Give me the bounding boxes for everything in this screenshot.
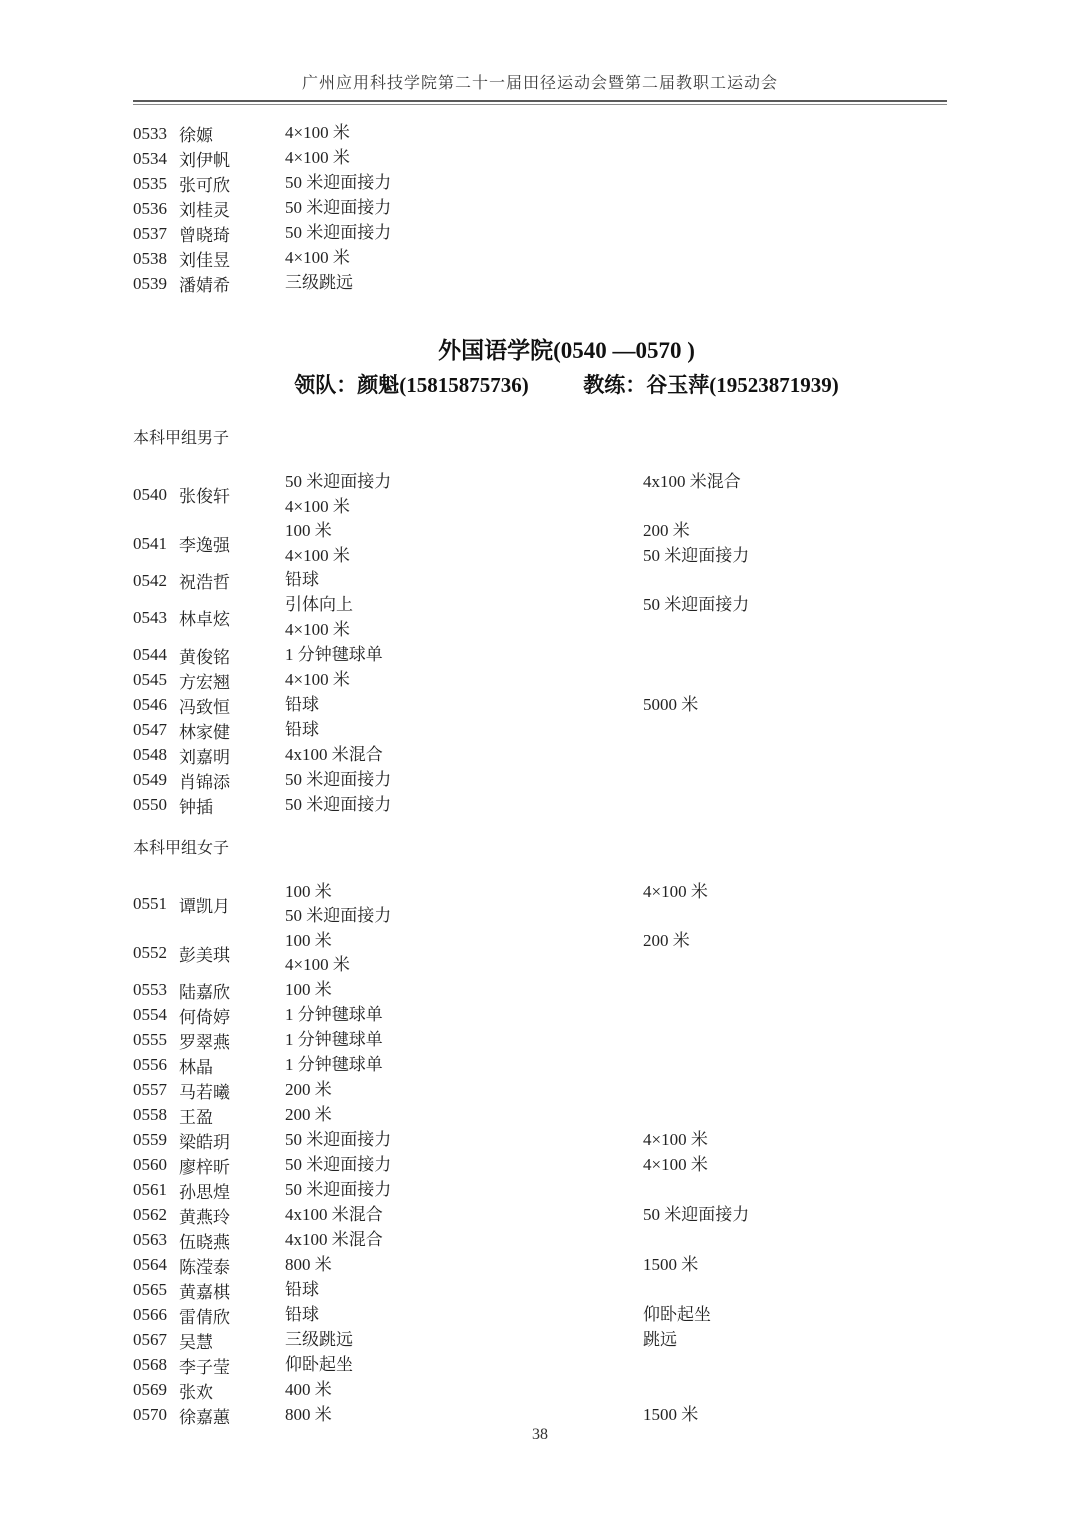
entry-events-primary <box>285 1253 643 1278</box>
entry-events-secondary <box>643 1353 1000 1378</box>
entry-number: 0535 <box>133 173 167 193</box>
entry-events-secondary <box>643 171 1000 196</box>
event-label: 铅球 <box>285 570 319 590</box>
entry-events-secondary <box>643 1253 1000 1278</box>
entry-name: 雷倩欣 <box>179 1307 230 1327</box>
entry-row <box>133 246 1000 271</box>
entry-events-primary <box>285 929 643 978</box>
entry-events-secondary <box>643 1328 1000 1353</box>
entry-events-primary <box>285 1328 643 1353</box>
event-label: 4×100 米 <box>285 496 350 516</box>
entry-events-primary <box>285 768 643 793</box>
entry-row <box>133 1203 1000 1228</box>
entry-events-primary <box>285 1203 643 1228</box>
entry-events-secondary <box>643 643 1000 668</box>
entry-name: 谭凯月 <box>179 896 230 916</box>
entry-events-primary <box>285 171 643 196</box>
entry-events-secondary <box>643 978 1000 1003</box>
previous-section-entries <box>133 121 1000 296</box>
entry-events-primary <box>285 221 643 246</box>
entry-events-secondary <box>643 1128 1000 1153</box>
entry-events-secondary <box>643 246 1000 271</box>
entry-events-secondary <box>643 1053 1000 1078</box>
entry-events-secondary <box>643 793 1000 818</box>
entry-name: 张俊轩 <box>179 487 230 507</box>
entry-number: 0563 <box>133 1230 167 1250</box>
group-heading-women: 本科甲组女子 <box>133 839 230 857</box>
entry-events-primary <box>285 121 643 146</box>
entry-row <box>133 1303 1000 1328</box>
entry-row <box>133 793 1000 818</box>
event-label: 4x100 米混合 <box>643 472 741 491</box>
event-label: 100 米 <box>285 979 332 999</box>
entry-row <box>133 718 1000 743</box>
entry-events-primary <box>285 568 643 593</box>
entry-name: 林晶 <box>179 1057 213 1077</box>
entry-events-primary <box>285 1353 643 1378</box>
entry-row <box>133 221 1000 246</box>
entry-row <box>133 768 1000 793</box>
entry-name: 吴慧 <box>179 1332 213 1352</box>
entry-name: 刘佳昱 <box>179 251 230 270</box>
event-label: 仰卧起坐 <box>285 1354 353 1374</box>
entry-events-secondary <box>643 1003 1000 1028</box>
entry-name: 肖锦添 <box>179 772 230 792</box>
event-label: 50 米迎面接力 <box>285 794 392 814</box>
entry-events-primary <box>285 643 643 668</box>
entry-name: 黄嘉棋 <box>179 1282 230 1302</box>
entry-events-primary <box>285 1028 643 1053</box>
entry-events-primary <box>285 1178 643 1203</box>
entry-number: 0552 <box>133 943 167 963</box>
entry-number: 0533 <box>133 123 167 143</box>
entry-row <box>133 1253 1000 1278</box>
entry-number: 0569 <box>133 1380 167 1400</box>
entry-row <box>133 743 1000 768</box>
event-label: 50 米迎面接力 <box>285 1129 392 1149</box>
entry-number: 0537 <box>133 223 167 243</box>
entry-name: 林卓炫 <box>179 610 230 630</box>
entry-events-secondary <box>643 1203 1000 1228</box>
event-label: 4×100 米 <box>285 545 350 565</box>
entry-events-secondary <box>643 470 1000 519</box>
event-label: 50 米迎面接力 <box>285 1154 392 1174</box>
event-label: 50 米迎面接力 <box>285 472 392 491</box>
event-label: 800 米 <box>285 1254 332 1274</box>
entry-row <box>133 568 1000 593</box>
entry-name: 陈滢泰 <box>179 1257 230 1277</box>
entry-number: 0551 <box>133 894 167 914</box>
entry-events-secondary <box>643 668 1000 693</box>
event-label: 50 米迎面接力 <box>285 906 392 926</box>
group-heading-men: 本科甲组男子 <box>133 430 230 447</box>
event-label: 50 米迎面接力 <box>285 223 392 242</box>
entry-name: 陆嘉欣 <box>179 982 230 1002</box>
entry-row <box>133 1028 1000 1053</box>
entry-events-secondary <box>643 593 1000 642</box>
entry-events-secondary <box>643 880 1000 929</box>
event-label: 4×100 米 <box>285 148 350 167</box>
entry-number: 0544 <box>133 645 167 665</box>
entry-events-secondary <box>643 568 1000 593</box>
event-label: 三级跳远 <box>285 1329 353 1349</box>
entry-row <box>133 1053 1000 1078</box>
event-label: 1 分钟毽球单 <box>285 1029 383 1049</box>
event-label: 4×100 米 <box>285 955 350 975</box>
group-men <box>133 428 1000 818</box>
entry-row <box>133 1328 1000 1353</box>
entry-number: 0562 <box>133 1205 167 1225</box>
entry-row <box>133 1153 1000 1178</box>
entry-row <box>133 1003 1000 1028</box>
entry-number: 0543 <box>133 607 167 627</box>
entry-number: 0546 <box>133 695 167 715</box>
event-label: 100 米 <box>285 521 332 541</box>
event-label: 4×100 米 <box>643 1129 708 1149</box>
section-title: 外国语学院(0540 —0570 ) <box>438 338 695 363</box>
entry-events-secondary <box>643 519 1000 568</box>
entry-events-primary <box>285 1303 643 1328</box>
entry-number: 0538 <box>133 248 167 268</box>
event-label: 400 米 <box>285 1379 332 1399</box>
event-label: 三级跳远 <box>285 273 353 292</box>
event-label: 200 米 <box>285 1104 332 1124</box>
entry-name: 刘桂灵 <box>179 201 230 220</box>
entry-number: 0554 <box>133 1005 167 1025</box>
entry-number: 0559 <box>133 1130 167 1150</box>
event-label: 1500 米 <box>643 1404 699 1424</box>
event-label: 800 米 <box>285 1404 332 1424</box>
entry-events-primary <box>285 880 643 929</box>
entry-row <box>133 593 1000 642</box>
entry-name: 方宏翘 <box>179 672 230 692</box>
entry-events-primary <box>285 978 643 1003</box>
event-label: 1 分钟毽球单 <box>285 1054 383 1074</box>
entry-name: 祝浩哲 <box>179 573 230 593</box>
event-label: 50 米迎面接力 <box>643 1204 750 1224</box>
event-label: 200 米 <box>643 521 690 541</box>
event-label: 50 米迎面接力 <box>285 769 392 789</box>
entry-events-secondary <box>643 1178 1000 1203</box>
entry-name: 伍晓燕 <box>179 1232 230 1252</box>
event-label: 铅球 <box>285 1279 319 1299</box>
entry-events-primary <box>285 693 643 718</box>
entry-events-primary <box>285 718 643 743</box>
entry-row <box>133 929 1000 978</box>
entry-row <box>133 271 1000 296</box>
event-label: 1 分钟毽球单 <box>285 644 383 664</box>
entry-name: 黄俊铭 <box>179 647 230 667</box>
entry-events-primary <box>285 793 643 818</box>
event-label: 50 米迎面接力 <box>285 1179 392 1199</box>
entry-row <box>133 470 1000 519</box>
event-label: 4×100 米 <box>643 881 708 901</box>
entry-events-secondary <box>643 196 1000 221</box>
entry-name: 黄燕玲 <box>179 1207 230 1227</box>
event-label: 50 米迎面接力 <box>285 173 392 192</box>
event-label: 200 米 <box>643 930 690 950</box>
entry-events-secondary <box>643 121 1000 146</box>
entry-events-secondary <box>643 1278 1000 1303</box>
entry-row <box>133 196 1000 221</box>
event-label: 100 米 <box>285 930 332 950</box>
entry-events-primary <box>285 1053 643 1078</box>
entry-events-secondary <box>643 693 1000 718</box>
entry-events-primary <box>285 1153 643 1178</box>
entry-events-primary <box>285 1403 643 1428</box>
entry-number: 0542 <box>133 570 167 590</box>
event-label: 4×100 米 <box>285 123 350 142</box>
coach-label: 教练：谷玉萍(19523871939) <box>583 373 839 397</box>
entry-events-secondary <box>643 1378 1000 1403</box>
entry-name: 王盈 <box>179 1107 213 1127</box>
entry-events-primary <box>285 1128 643 1153</box>
entry-row <box>133 1103 1000 1128</box>
entry-name: 张可欣 <box>179 176 230 195</box>
event-label: 仰卧起坐 <box>643 1304 711 1324</box>
entry-row <box>133 880 1000 929</box>
entry-events-primary <box>285 1078 643 1103</box>
group-men-entries <box>133 470 1000 818</box>
entry-events-secondary <box>643 718 1000 743</box>
entry-row <box>133 146 1000 171</box>
entry-events-primary <box>285 743 643 768</box>
entry-events-secondary <box>643 1078 1000 1103</box>
entry-events-primary <box>285 668 643 693</box>
entry-name: 李逸强 <box>179 536 230 556</box>
entry-number: 0560 <box>133 1155 167 1175</box>
entry-events-primary <box>285 1278 643 1303</box>
entry-number: 0564 <box>133 1255 167 1275</box>
entry-number: 0541 <box>133 533 167 553</box>
entry-name: 梁皓玥 <box>179 1132 230 1152</box>
event-label: 50 米迎面接力 <box>643 545 750 565</box>
entry-name: 冯致恒 <box>179 697 230 717</box>
entry-events-primary <box>285 1103 643 1128</box>
entry-name: 钟插 <box>179 797 213 817</box>
event-label: 4×100 米 <box>285 619 350 639</box>
leader-label: 领队：颜魁(15815875736) <box>294 373 529 397</box>
entry-events-primary <box>285 146 643 171</box>
entry-number: 0540 <box>133 484 167 504</box>
entry-events-primary <box>285 1378 643 1403</box>
entry-row <box>133 1353 1000 1378</box>
entry-name: 孙思煌 <box>179 1182 230 1202</box>
entry-number: 0566 <box>133 1305 167 1325</box>
entry-events-primary <box>285 246 643 271</box>
event-label: 5000 米 <box>643 694 699 714</box>
entry-events-primary <box>285 519 643 568</box>
entry-events-secondary <box>643 1228 1000 1253</box>
entry-name: 李子莹 <box>179 1357 230 1377</box>
entry-number: 0561 <box>133 1180 167 1200</box>
header-title: 广州应用科技学院第二十一届田径运动会暨第二届教职工运动会 <box>301 75 778 92</box>
entry-number: 0568 <box>133 1355 167 1375</box>
event-label: 4×100 米 <box>285 248 350 267</box>
entry-number: 0553 <box>133 980 167 1000</box>
event-label: 4x100 米混合 <box>285 744 383 764</box>
event-label: 铅球 <box>285 694 319 714</box>
event-label: 引体向上 <box>285 595 353 615</box>
entry-number: 0548 <box>133 745 167 765</box>
event-label: 100 米 <box>285 881 332 901</box>
event-label: 1 分钟毽球单 <box>285 1004 383 1024</box>
entry-events-secondary <box>643 743 1000 768</box>
entry-events-primary <box>285 1003 643 1028</box>
entry-name: 潘婧希 <box>179 276 230 295</box>
entry-events-primary <box>285 196 643 221</box>
event-label: 1500 米 <box>643 1254 699 1274</box>
event-label: 4x100 米混合 <box>285 1204 383 1224</box>
entry-name: 曾晓琦 <box>179 226 230 245</box>
entry-row <box>133 693 1000 718</box>
entry-number: 0547 <box>133 720 167 740</box>
entry-number: 0549 <box>133 770 167 790</box>
entry-number: 0555 <box>133 1030 167 1050</box>
page-content <box>133 121 1000 1428</box>
entry-row <box>133 519 1000 568</box>
entry-name: 徐嫄 <box>179 126 213 145</box>
entry-row <box>133 643 1000 668</box>
event-label: 4x100 米混合 <box>285 1229 383 1249</box>
entry-row <box>133 1128 1000 1153</box>
event-label: 铅球 <box>285 1304 319 1324</box>
entry-row <box>133 668 1000 693</box>
entry-number: 0567 <box>133 1330 167 1350</box>
entry-row <box>133 1178 1000 1203</box>
entry-events-secondary <box>643 929 1000 978</box>
entry-events-secondary <box>643 271 1000 296</box>
entry-name: 廖梓昕 <box>179 1157 230 1177</box>
entry-name: 刘嘉明 <box>179 747 230 767</box>
entry-number: 0536 <box>133 198 167 218</box>
entry-events-secondary <box>643 221 1000 246</box>
entry-name: 张欢 <box>179 1382 213 1402</box>
entry-number: 0557 <box>133 1080 167 1100</box>
group-women-entries <box>133 880 1000 1428</box>
entry-row <box>133 1278 1000 1303</box>
entry-number: 0539 <box>133 273 167 293</box>
entry-number: 0570 <box>133 1405 167 1425</box>
event-label: 50 米迎面接力 <box>285 198 392 217</box>
entry-name: 何倚婷 <box>179 1007 230 1027</box>
entry-row <box>133 1078 1000 1103</box>
page-number: 38 <box>532 1426 548 1443</box>
entry-events-secondary <box>643 1403 1000 1428</box>
entry-events-primary <box>285 470 643 519</box>
event-label: 50 米迎面接力 <box>643 595 750 615</box>
entry-row <box>133 171 1000 196</box>
entry-number: 0545 <box>133 670 167 690</box>
entry-name: 徐嘉蕙 <box>179 1407 230 1427</box>
event-label: 跳远 <box>643 1329 677 1349</box>
event-label: 铅球 <box>285 719 319 739</box>
entry-name: 林家健 <box>179 722 230 742</box>
group-women <box>133 838 1000 1428</box>
entry-number: 0558 <box>133 1105 167 1125</box>
entry-row <box>133 121 1000 146</box>
entry-events-secondary <box>643 1028 1000 1053</box>
event-label: 4×100 米 <box>643 1154 708 1174</box>
entry-events-secondary <box>643 1103 1000 1128</box>
entry-number: 0550 <box>133 795 167 815</box>
entry-row <box>133 1228 1000 1253</box>
entry-number: 0556 <box>133 1055 167 1075</box>
entry-events-secondary <box>643 1153 1000 1178</box>
entry-row <box>133 1378 1000 1403</box>
section-leaders <box>133 371 1000 399</box>
entry-events-secondary <box>643 1303 1000 1328</box>
header-divider <box>133 100 947 105</box>
entry-name: 刘伊帆 <box>179 151 230 170</box>
entry-row <box>133 978 1000 1003</box>
entry-number: 0565 <box>133 1280 167 1300</box>
entry-name: 罗翠燕 <box>179 1032 230 1052</box>
entry-events-primary <box>285 271 643 296</box>
entry-row <box>133 1403 1000 1428</box>
event-label: 200 米 <box>285 1079 332 1099</box>
entry-name: 马若曦 <box>179 1082 230 1102</box>
event-label: 4×100 米 <box>285 669 350 689</box>
entry-number: 0534 <box>133 148 167 168</box>
entry-events-secondary <box>643 768 1000 793</box>
entry-events-primary <box>285 593 643 642</box>
entry-name: 彭美琪 <box>179 945 230 965</box>
entry-events-primary <box>285 1228 643 1253</box>
entry-events-secondary <box>643 146 1000 171</box>
